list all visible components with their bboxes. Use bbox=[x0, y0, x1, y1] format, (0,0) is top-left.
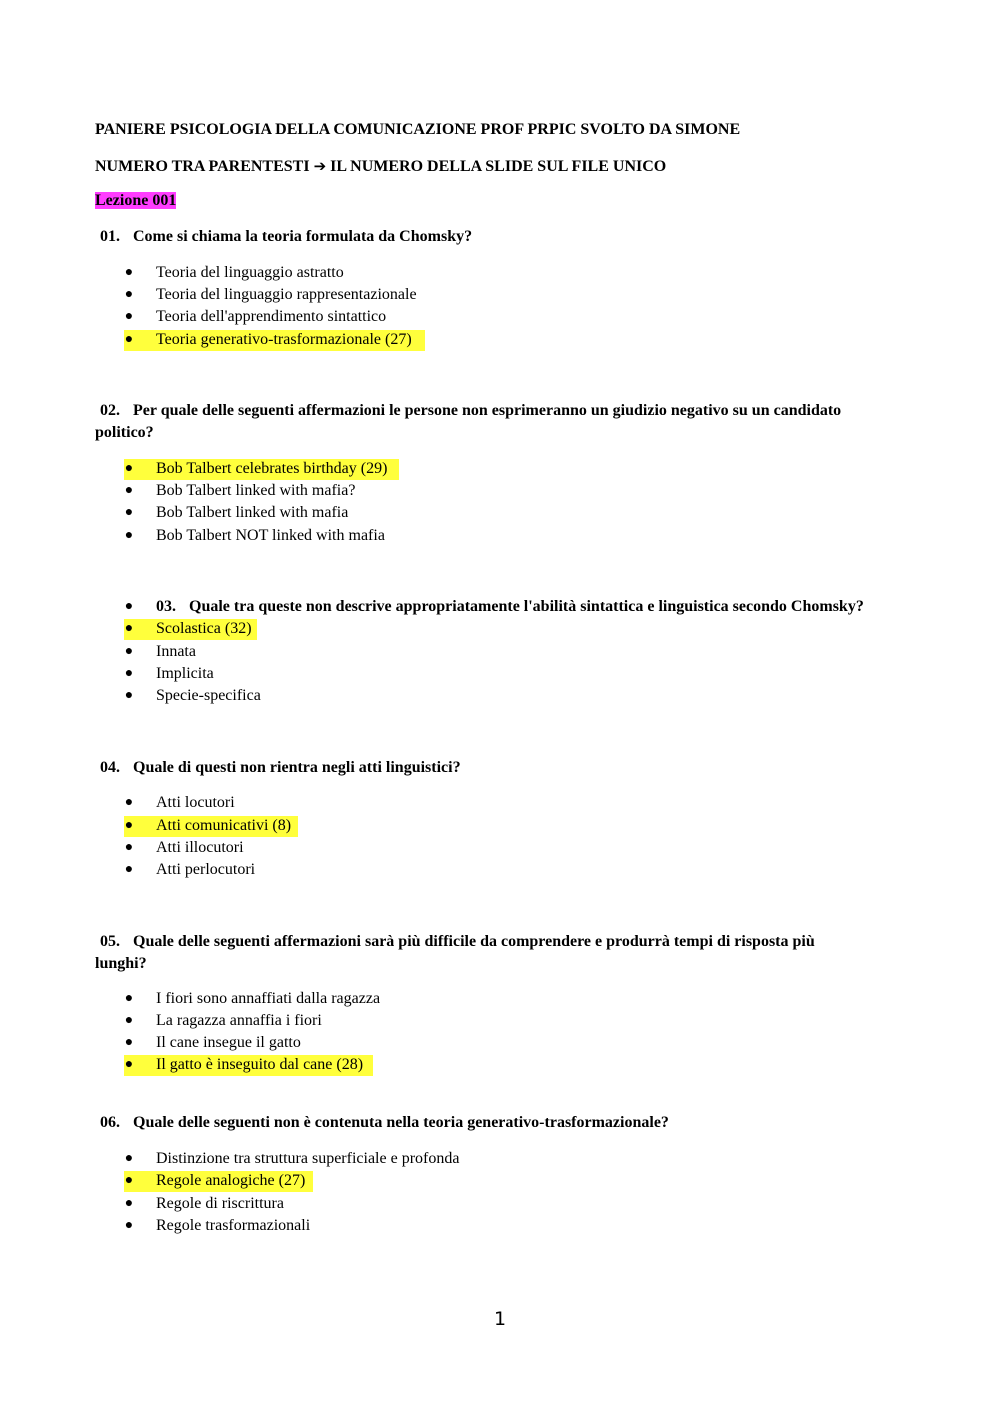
answer-text: Atti illocutori bbox=[156, 839, 244, 856]
question-number: 03. bbox=[156, 598, 176, 615]
bullet-icon: ● bbox=[124, 1057, 134, 1072]
page-number: 1 bbox=[493, 1308, 507, 1330]
answer-text: Specie-specifica bbox=[156, 687, 261, 704]
answer-text: Scolastica (32) bbox=[156, 620, 252, 637]
subtitle-left: NUMERO TRA PARENTESTI bbox=[95, 158, 310, 175]
lesson-heading bbox=[95, 191, 176, 211]
answer-text: La ragazza annaffia i fiori bbox=[156, 1012, 322, 1029]
answer-text: Bob Talbert NOT linked with mafia bbox=[156, 527, 385, 544]
bullet-icon: ● bbox=[124, 644, 134, 659]
answer-text: Regole di riscrittura bbox=[156, 1195, 284, 1212]
bullet-icon: ● bbox=[124, 840, 134, 855]
answer-text: Regole analogiche (27) bbox=[156, 1172, 306, 1189]
answer-text: I fiori sono annaffiati dalla ragazza bbox=[156, 990, 381, 1007]
bullet-icon: ● bbox=[124, 1218, 134, 1233]
bullet-icon: ● bbox=[124, 1173, 134, 1188]
answer-text: Regole trasformazionali bbox=[156, 1217, 311, 1234]
question-number: 04. bbox=[100, 759, 120, 776]
answer-text: Innata bbox=[156, 643, 196, 660]
arrow-right-icon: ➔ bbox=[313, 157, 327, 175]
subtitle-right: IL NUMERO DELLA SLIDE SUL FILE UNICO bbox=[330, 158, 667, 175]
question-text-continued: lunghi? bbox=[95, 955, 147, 972]
bullet-icon: ● bbox=[124, 332, 134, 347]
document-subtitle bbox=[95, 156, 666, 177]
answer-text: Bob Talbert linked with mafia? bbox=[156, 482, 356, 499]
bullet-icon: ● bbox=[124, 862, 134, 877]
bullet-icon: ● bbox=[124, 795, 134, 810]
answer-text: Il gatto è inseguito dal cane (28) bbox=[156, 1056, 364, 1073]
question-text: Quale delle seguenti non è contenuta nella teoria generativo-trasformazionale? bbox=[133, 1114, 669, 1131]
bullet-icon: ● bbox=[124, 1151, 134, 1166]
question-number: 05. bbox=[100, 933, 120, 950]
question-text: Come si chiama la teoria formulata da Chomsky? bbox=[133, 228, 473, 245]
answer-text: Implicita bbox=[156, 665, 214, 682]
bullet-icon: ● bbox=[124, 265, 134, 280]
question-text-continued: politico? bbox=[95, 424, 154, 441]
question-number: 06. bbox=[100, 1114, 120, 1131]
question-06 bbox=[100, 1113, 669, 1133]
question-number: 02. bbox=[100, 402, 120, 419]
answer-text: Teoria generativo-trasformazionale (27) bbox=[156, 331, 412, 348]
answer-text: Il cane insegue il gatto bbox=[156, 1034, 301, 1051]
answer-text: Atti perlocutori bbox=[156, 861, 256, 878]
answer-text: Atti comunicativi (8) bbox=[156, 817, 292, 834]
document-title: PANIERE PSICOLOGIA DELLA COMUNICAZIONE PROF PRPIC SVOLTO DA SIMONE bbox=[95, 121, 741, 138]
bullet-icon: ● bbox=[124, 818, 134, 833]
answer-text: Atti locutori bbox=[156, 794, 235, 811]
question-02 bbox=[100, 401, 841, 421]
bullet-icon: ● bbox=[124, 483, 134, 498]
bullet-icon: ● bbox=[124, 528, 134, 543]
bullet-icon: ● bbox=[124, 688, 134, 703]
answer-text: Teoria dell'apprendimento sintattico bbox=[156, 308, 387, 325]
bullet-icon: ● bbox=[124, 461, 134, 476]
answer-text: Distinzione tra struttura superficiale e profonda bbox=[156, 1150, 460, 1167]
question-text: Quale tra queste non descrive appropriatamente l'abilità sintattica e linguistica secondo Chomsky? bbox=[189, 598, 864, 615]
question-text: Quale delle seguenti affermazioni sarà più difficile da comprendere e produrrà tempi di risposta più bbox=[133, 933, 815, 950]
bullet-icon: ● bbox=[124, 1013, 134, 1028]
answer-text: Bob Talbert celebrates birthday (29) bbox=[156, 460, 388, 477]
answer-text: Bob Talbert linked with mafia bbox=[156, 504, 349, 521]
question-text: Quale di questi non rientra negli atti linguistici? bbox=[133, 759, 461, 776]
answer-text: Teoria del linguaggio astratto bbox=[156, 264, 344, 281]
question-05 bbox=[100, 932, 815, 952]
question-content bbox=[156, 597, 864, 617]
bullet-icon: ● bbox=[124, 599, 134, 614]
answer-text: Teoria del linguaggio rappresentazionale bbox=[156, 286, 417, 303]
bullet-icon: ● bbox=[124, 666, 134, 681]
question-01 bbox=[100, 227, 472, 247]
bullet-icon: ● bbox=[124, 1196, 134, 1211]
bullet-icon: ● bbox=[124, 621, 134, 636]
bullet-icon: ● bbox=[124, 505, 134, 520]
question-number: 01. bbox=[100, 228, 120, 245]
bullet-icon: ● bbox=[124, 287, 134, 302]
bullet-icon: ● bbox=[124, 1035, 134, 1050]
bullet-icon: ● bbox=[124, 309, 134, 324]
question-04 bbox=[100, 758, 461, 778]
question-text: Per quale delle seguenti affermazioni le persone non esprimeranno un giudizio negativo su un candidato bbox=[133, 402, 842, 419]
bullet-icon: ● bbox=[124, 991, 134, 1006]
lesson-label: Lezione 001 bbox=[95, 192, 177, 209]
